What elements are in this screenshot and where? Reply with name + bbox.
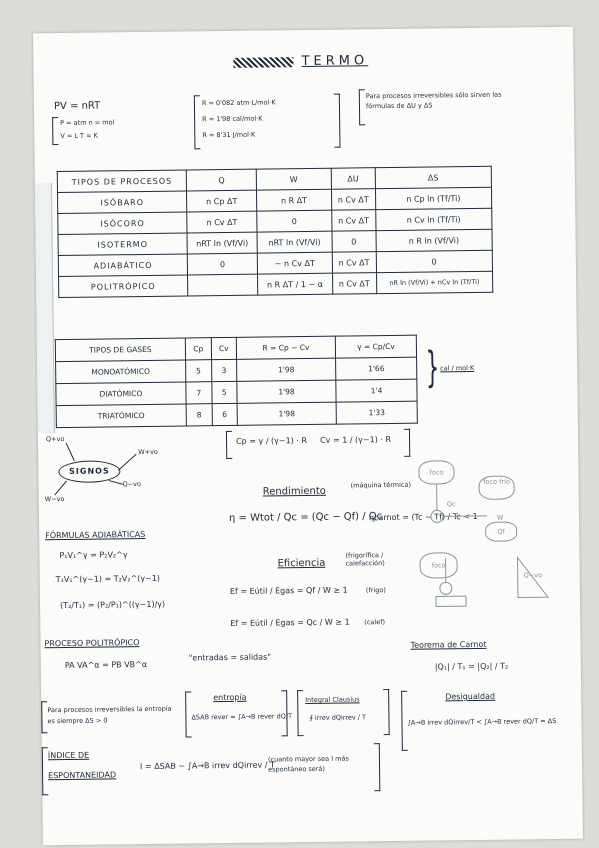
page-title [233,53,368,70]
process-name: ISÓBARO [58,191,187,214]
table-cell: n Cp ΔT [187,190,257,212]
irreversible-note: Para procesos irreversibles sólo sirven las fórmulas de ΔU y ΔS [365,90,502,111]
foco-doodle-1: foco [418,460,454,484]
adiabatic-formula-3: (T₂/T₁) = (P₂/P₁)^((γ−1)/γ) [59,599,166,611]
carnot-formula: |Q₁| / T₁ = |Q₂| / T₂ [434,661,509,672]
table-cell: 3 [211,359,236,381]
table-cell: 6 [212,403,237,425]
eficiencia-calef-note: (calef) [364,618,386,627]
eficiencia-title: Eficiencia [277,557,326,570]
table-cell: n R ln (Vf/Vi) [376,229,493,251]
table-cell: n Cv ln (Tf/Ti) [375,208,492,230]
espontaneidad-bracket-close [374,743,381,791]
process-name: ISÓCORO [58,212,187,235]
table-cell: nR ln (Vf/Vi) + nCv ln (Tf/Ti) [376,271,493,293]
table-cell: n Cp ln (Tf/Ti) [375,187,492,209]
desigualdad-title: Desigualdad [445,691,496,702]
table-cell: − n Cv ΔT [257,252,332,274]
qf-doodle: Qf [485,521,517,541]
table-cell: 0 [376,250,493,272]
table-cell: 0 [257,210,332,232]
header-cell: Q [186,169,256,191]
entropy-formula: ΔSAB rever = ∫A→B rever dQ/T [191,712,293,722]
rendimiento-formula: η = Wtot / Qc = (Qc − Qf) / Qc [228,511,383,524]
entropy-bracket-close [281,690,288,736]
units-line-1: P = atm n = mol [60,118,115,128]
table-cell: n Cv ΔT [332,273,376,295]
politropico-formula: PA VA^α = PB VB^α [64,659,148,670]
table-cell: n Cv ΔT [332,252,376,274]
irreversible-entropy-note: Para procesos irreversibles la entropía es siempre ΔS > 0 [47,704,172,726]
eficiencia-calef: Ef = Eútil / Egas = Qc / W ≥ 1 [230,617,350,628]
espontaneidad-label-2: ESPONTANEIDAD [48,770,117,781]
ideal-gas-law: PV = nRT [53,100,101,113]
header-cell: ΔU [331,168,375,190]
espontaneidad-note: (cuanto mayor sea I más espontáneo será) [267,754,349,774]
gas-table [55,335,418,428]
r-bracket-close [334,94,341,148]
table-cell: 1'33 [336,401,417,424]
desigualdad-formula: ∫A→B irrev dQirrev/T < ∫A→B rever dQ/T = ΔS [407,716,557,727]
gas-unit: cal / mol·K [440,363,475,373]
table-cell: nRT ln (Vf/Vi) [187,232,257,254]
entradas-salidas: "entradas = salidas" [188,652,272,663]
process-table [57,166,494,298]
header-cell: Cp [185,338,211,360]
foco-frio-doodle: foco frío [479,475,515,499]
process-name: ADIABÁTICO [58,254,187,277]
cp-bracket [226,431,232,459]
table-cell: 8 [186,404,212,426]
table-cell: 5 [186,360,212,382]
clausius-formula: ∮ irrev dQirrev / T [309,713,367,723]
eficiencia-frigo-note: (frigo) [365,586,386,595]
underlying-sheet [35,183,55,433]
table-cell: 5 [212,381,237,403]
q-negative: Q−vo [122,480,142,489]
adiabatic-formula-1: P₁V₁^γ = P₂V₂^γ [59,550,128,561]
header-cell: W [256,168,331,190]
process-name: ISOTERMO [58,233,187,256]
carnot-title: Teorema de Carnot [410,639,487,650]
table-cell: 0 [187,253,257,275]
table-cell: 0 [332,231,376,253]
units-line-2: V = L T = K [60,131,98,141]
signos-arrows [38,432,169,514]
clausius-title: Integral Clausius [305,695,360,705]
rendimiento-note: (máquina térmica) [350,480,412,490]
qc-doodle: Qc [446,500,456,509]
scribble-mark [233,57,293,68]
header-cell: γ = Cp/Cv [335,335,416,358]
table-cell: n R ΔT [257,189,332,211]
w-positive: W+vo [138,447,158,457]
note-bracket [359,89,365,125]
cv-formula: Cv = 1 / (γ−1) · R [319,434,392,445]
gas-name: DIATÓMICO [56,382,186,406]
w-doodle: W [496,513,504,522]
table-row [59,271,493,297]
foco-doodle-2: foco [419,552,457,578]
header-cell: R = Cp − Cv [236,336,336,359]
cp-formula: Cp = γ / (γ−1) · R [236,436,308,446]
table-cell: 1'98 [236,358,336,381]
r-bracket [194,95,201,149]
header-cell: TIPOS DE PROCESOS [57,170,186,193]
header-cell: Cv [211,337,236,359]
table-cell: nRT ln (Vf/Vi) [257,231,332,253]
table-cell [188,274,258,296]
entropy-title: entropía [213,692,247,703]
heat-engine-sketches [416,457,558,609]
politropico-title: PROCESO POLITRÓPICO [44,638,140,649]
gas-brace: } [425,342,440,392]
q-neg-doodle: Q−vo [523,571,543,580]
header-cell: TIPOS DE GASES [55,338,185,362]
adiabatic-title: FÓRMULAS ADIABÁTICAS [45,529,146,541]
rendimiento-title: Rendimiento [262,485,326,498]
cv-bracket [404,429,410,457]
gas-name: TRIATÓMICO [56,404,186,428]
notes-page [33,27,583,846]
table-row [56,401,417,427]
clausius-bracket [297,690,304,736]
carnot-efficiency: ηcarnot = (Tc − Tf) / Tc < 1 [368,511,478,523]
table-cell: 1'66 [336,357,417,380]
table-cell: 1'4 [336,379,417,402]
q-positive: Q+vo [45,434,65,444]
eficiencia-note: (frigorífica / calefacción) [345,551,385,568]
units-bracket [52,117,58,145]
w-negative: W−vo [44,494,65,504]
r-constant-1: R = 0'082 atm·L/mol·K [201,98,276,108]
table-cell: 7 [186,382,212,404]
eficiencia-frigo: Ef = Eútil / Egas = Qf / W ≥ 1 [229,585,348,596]
header-cell: ΔS [375,166,492,188]
table-cell: n Cv ΔT [187,211,257,233]
espontaneidad-formula: I = ΔSAB − ∫A→B irrev dQirrev / T [139,760,275,772]
title-text: TERMO [301,53,369,70]
process-name: POLITRÓPICO [59,275,188,298]
table-cell: 1'98 [237,380,337,403]
espontaneidad-label-1: ÍNDICE DE [47,750,90,761]
r-constant-3: R = 8'31 J/mol·K [202,130,256,140]
gas-name: MONOATÓMICO [56,360,186,384]
table-cell: n R ΔT / 1 − α [258,273,333,295]
table-cell: n Cv ΔT [331,210,375,232]
table-cell: 1'98 [237,402,337,425]
r-constant-2: R = 1'98 cal/mol·K [202,114,263,124]
signos-label: SIGNOS [58,460,120,483]
table-cell: n Cv ΔT [331,189,375,211]
clausius-bracket-close [383,689,390,735]
adiabatic-formula-2: T₁V₁^(γ−1) = T₂V₂^(γ−1) [55,573,161,585]
